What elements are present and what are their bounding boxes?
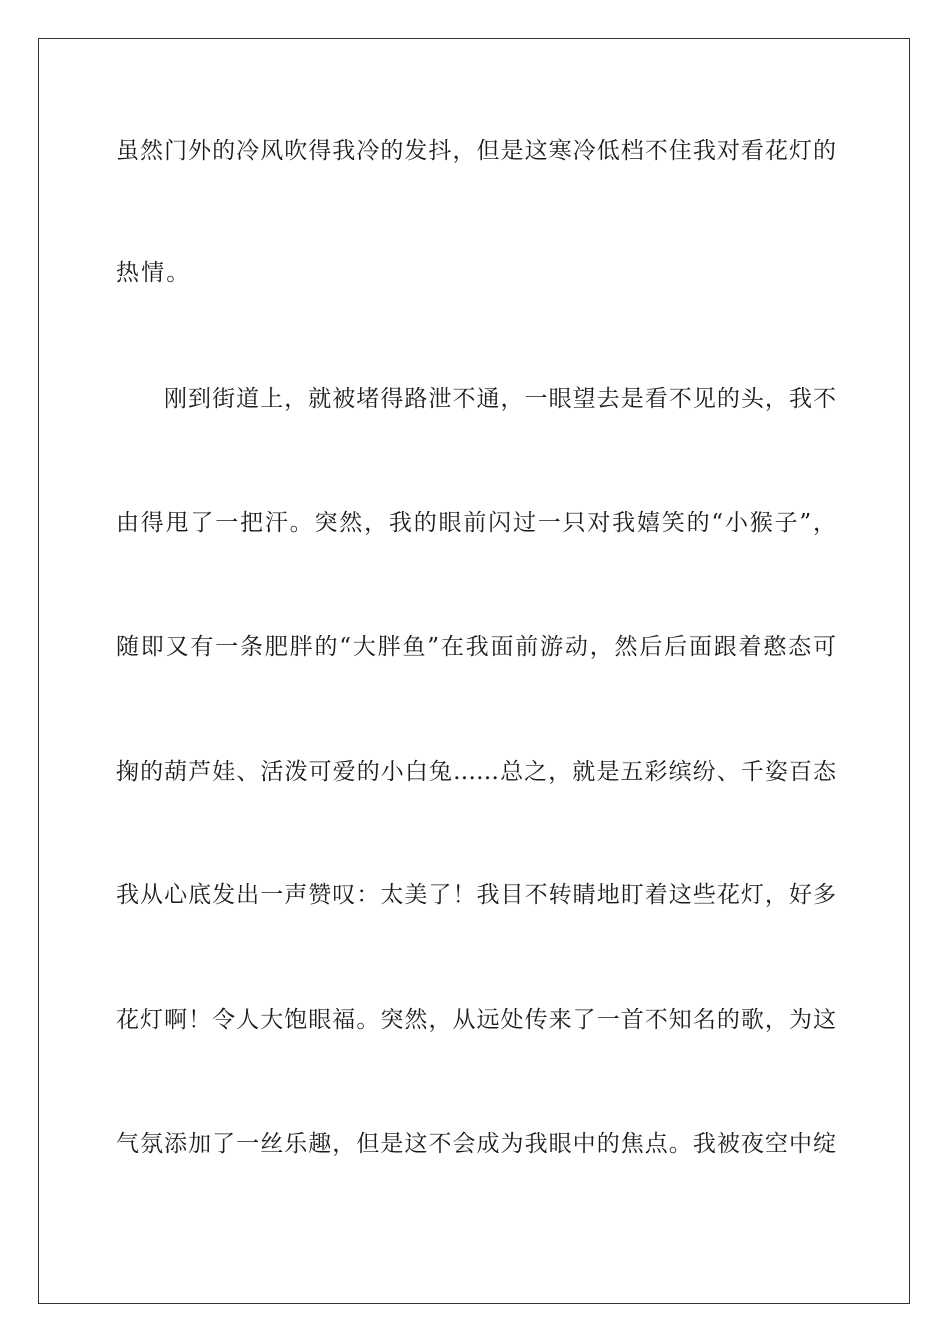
text-line-6: 掬的葫芦娃、活泼可爱的小白兔……总之，就是五彩缤纷、千姿百态	[116, 759, 836, 785]
text-line-1: 虽然门外的冷风吹得我冷的发抖，但是这寒冷低档不住我对看花灯的	[116, 138, 836, 164]
text-line-9: 气氛添加了一丝乐趣，但是这不会成为我眼中的焦点。我被夜空中绽	[116, 1131, 836, 1157]
text-line-3: 刚到街道上，就被堵得路泄不通，一眼望去是看不见的头，我不	[164, 386, 836, 412]
page-frame	[38, 38, 910, 1304]
text-line-5: 随即又有一条肥胖的“大胖鱼”在我面前游动，然后后面跟着憨态可	[116, 634, 836, 660]
text-line-2: 热情。	[116, 260, 192, 286]
text-line-4: 由得甩了一把汗。突然，我的眼前闪过一只对我嬉笑的“小猴子”，	[116, 510, 836, 536]
text-line-8: 花灯啊！令人大饱眼福。突然，从远处传来了一首不知名的歌，为这	[116, 1007, 836, 1033]
text-line-7: 我从心底发出一声赞叹：太美了！我目不转睛地盯着这些花灯，好多	[116, 882, 836, 908]
